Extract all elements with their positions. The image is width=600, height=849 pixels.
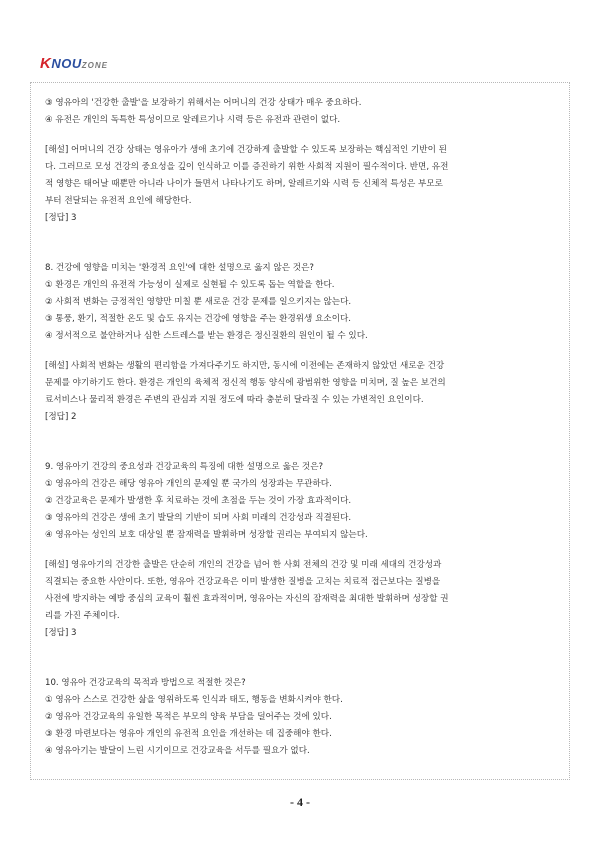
question-7-options [45, 95, 565, 129]
option-line: ④ 유전은 개인의 독특한 특성이므로 알레르기나 시력 등은 유전과 관련이 없다. [45, 115, 341, 125]
option-line: ④ 영유아기는 발달이 느린 시기이므로 건강교육을 서두를 필요가 없다. [45, 746, 310, 756]
answer-line: [정답] 2 [45, 412, 77, 422]
option-line: ① 영유아 스스로 건강한 삶을 영위하도록 인식과 태도, 행동을 변화시켜야 한다. [45, 695, 343, 705]
explanation-line: [해설] 영유아기의 건강한 출발은 단순히 개인의 건강을 넘어 한 사회 전체의 건강 및 미래 세대의 건강성과 [45, 560, 442, 570]
option-line: ② 사회적 변화는 긍정적인 영향만 미칠 뿐 새로운 건강 문제를 일으키지는 않는다. [45, 297, 352, 307]
question-10 [45, 675, 565, 760]
explanation-line: 문제를 야기하기도 한다. 환경은 개인의 육체적 정신적 행동 양식에 광범위한 영향을 미치며, 질 높은 보건의 [45, 378, 446, 388]
option-line: ③ 영유아의 '건강한 출발'을 보장하기 위해서는 어머니의 건강 상태가 매우 중요하다. [45, 98, 362, 108]
explanation-line: 부터 전달되는 유전적 요인에 해당한다. [45, 196, 192, 206]
explanation-line: 료서비스나 물리적 환경은 주변의 관심과 지원 정도에 따라 충분히 달라질 수 있는 가변적인 요인이다. [45, 395, 424, 405]
question-9-explanation [45, 557, 565, 642]
page-content [45, 95, 565, 760]
page-number: - 4 - [290, 795, 310, 809]
explanation-line: 사전에 방지하는 예방 중심의 교육이 훨씬 효과적이며, 영유아는 자신의 잠재력을 최대한 발휘하며 성장할 권 [45, 594, 449, 604]
explanation-line: 다. 그러므로 모성 건강의 중요성을 깊이 인식하고 이를 증진하기 위한 사회적 지원이 필수적이다. 반면, 유전 [45, 162, 449, 172]
explanation-line: [해설] 사회적 변화는 생활의 편리함을 가져다주기도 하지만, 동시에 이전에는 존재하지 않았던 새로운 건강 [45, 361, 445, 371]
question-8 [45, 260, 565, 345]
option-line: ② 건강교육은 문제가 발생한 후 치료하는 것에 초점을 두는 것이 가장 효과적이다. [45, 496, 352, 506]
option-line: ① 환경은 개인의 유전적 가능성이 실제로 실현될 수 있도록 돕는 역할을 한다. [45, 280, 335, 290]
option-line: ③ 환경 마련보다는 영유아 개인의 유전적 요인을 개선하는 데 집중해야 한다. [45, 729, 332, 739]
question-text: 9. 영유아기 건강의 중요성과 건강교육의 특징에 대한 설명으로 옳은 것은? [45, 462, 324, 472]
question-text: 10. 영유아 건강교육의 목적과 방법으로 적절한 것은? [45, 678, 246, 688]
option-line: ① 영유아의 건강은 해당 영유아 개인의 문제일 뿐 국가의 성장과는 무관하다. [45, 479, 332, 489]
option-line: ③ 통풍, 환기, 적절한 온도 및 습도 유지는 건강에 영향을 주는 환경위생 요소이다. [45, 314, 352, 324]
option-line: ③ 영유아의 건강은 생애 초기 발달의 기반이 되며 사회 미래의 건강성과 직결된다. [45, 513, 352, 523]
answer-line: [정답] 3 [45, 213, 77, 223]
answer-line: [정답] 3 [45, 628, 77, 638]
question-text: 8. 건강에 영향을 미치는 '환경적 요인'에 대한 설명으로 옳지 않은 것은? [45, 263, 314, 273]
option-line: ② 영유아 건강교육의 유일한 목적은 부모의 양육 부담을 덜어주는 것에 있다. [45, 712, 332, 722]
explanation-line: 리를 가진 주체이다. [45, 611, 120, 621]
knouzone-logo: KNOUZONE [40, 55, 108, 72]
explanation-line: [해설] 어머니의 건강 상태는 영유아가 생애 초기에 건강하게 출발할 수 있도록 보장하는 핵심적인 기반이 된 [45, 145, 447, 155]
option-line: ④ 영유아는 성인의 보호 대상일 뿐 잠재력을 발휘하며 성장할 권리는 부여되지 않는다. [45, 530, 368, 540]
question-9 [45, 459, 565, 544]
explanation-line: 적 영향은 태어날 때뿐만 아니라 나이가 들면서 나타나기도 하며, 알레르기와 시력 등 신체적 특성은 부모로 [45, 179, 443, 189]
explanation-line: 직결되는 중요한 사안이다. 또한, 영유아 건강교육은 이미 발생한 질병을 고치는 치료적 접근보다는 질병을 [45, 577, 441, 587]
question-7-explanation [45, 142, 565, 227]
option-line: ④ 정서적으로 불안하거나 심한 스트레스를 받는 환경은 정신질환의 원인이 될 수 있다. [45, 331, 368, 341]
question-8-explanation [45, 358, 565, 426]
